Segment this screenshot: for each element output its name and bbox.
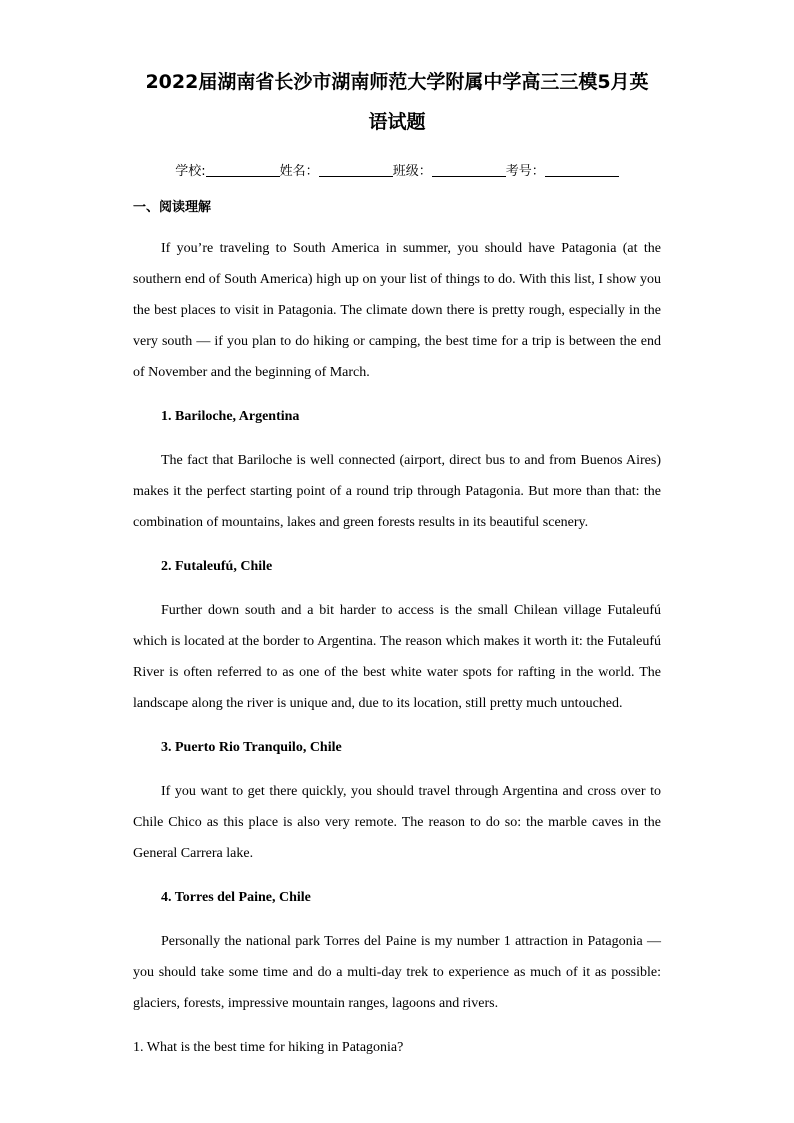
item-heading-4: 4. Torres del Paine, Chile bbox=[161, 890, 311, 905]
document-page bbox=[133, 0, 661, 1063]
item-text-2: Further down south and a bit harder to access is the small Chilean village Futaleufú which is located at the border to Argentina. The reason which makes it worth it: the Futaleufú River is often referred to as one of the best white water spots for rafting in the world. The landscape along the river is unique and, due to its location, still pretty much untouched. bbox=[133, 603, 661, 711]
title-line-2: 语试题 bbox=[368, 111, 426, 133]
item-heading-3: 3. Puerto Rio Tranquilo, Chile bbox=[161, 740, 342, 755]
name-label: 姓名： bbox=[279, 164, 319, 179]
item-heading-2: 2. Futaleufú, Chile bbox=[161, 559, 273, 574]
section-heading: 一、阅读理解 bbox=[133, 200, 212, 215]
class-blank[interactable] bbox=[432, 163, 506, 177]
document-title bbox=[133, 0, 661, 142]
exam-number-blank[interactable] bbox=[545, 163, 619, 177]
exam-number-label: 考号： bbox=[505, 164, 545, 179]
item-text-1: The fact that Bariloche is well connected (airport, direct bus to and from Buenos Aires) makes it the perfect starting point of a round trip through Patagonia. But more than that: the combination of mountains, lakes and green forests results in its beautiful scenery. bbox=[133, 453, 661, 530]
class-label: 班级： bbox=[392, 164, 432, 179]
question-1: 1. What is the best time for hiking in Patagonia? bbox=[133, 1040, 404, 1055]
item-text-4: Personally the national park Torres del Paine is my number 1 attraction in Patagonia — you should take some time and do a multi-day trek to experience as much of it as possible: glaciers, forests, impressive mountain ranges, lagoons and rivers. bbox=[133, 934, 661, 1011]
student-info-line bbox=[133, 160, 661, 180]
passage-intro: If you’re traveling to South America in summer, you should have Patagonia (at the southern end of South America) high up on your list of things to do. With this list, I show you the best places to visit in Patagonia. The climate down there is pretty rough, especially in the very south — if you plan to do hiking or camping, the best time for a trip is between the end of November and the beginning of March. bbox=[133, 241, 661, 380]
item-text-3: If you want to get there quickly, you should travel through Argentina and cross over to Chile Chico as this place is also very remote. The reason to do so: the marble caves in the General Carrera lake. bbox=[133, 784, 661, 861]
item-heading-1: 1. Bariloche, Argentina bbox=[161, 409, 300, 424]
school-label: 学校: bbox=[175, 164, 206, 179]
name-blank[interactable] bbox=[319, 163, 393, 177]
school-blank[interactable] bbox=[206, 163, 280, 177]
title-line-1: 2022届湖南省长沙市湖南师范大学附属中学高三三模5月英 bbox=[145, 71, 649, 93]
